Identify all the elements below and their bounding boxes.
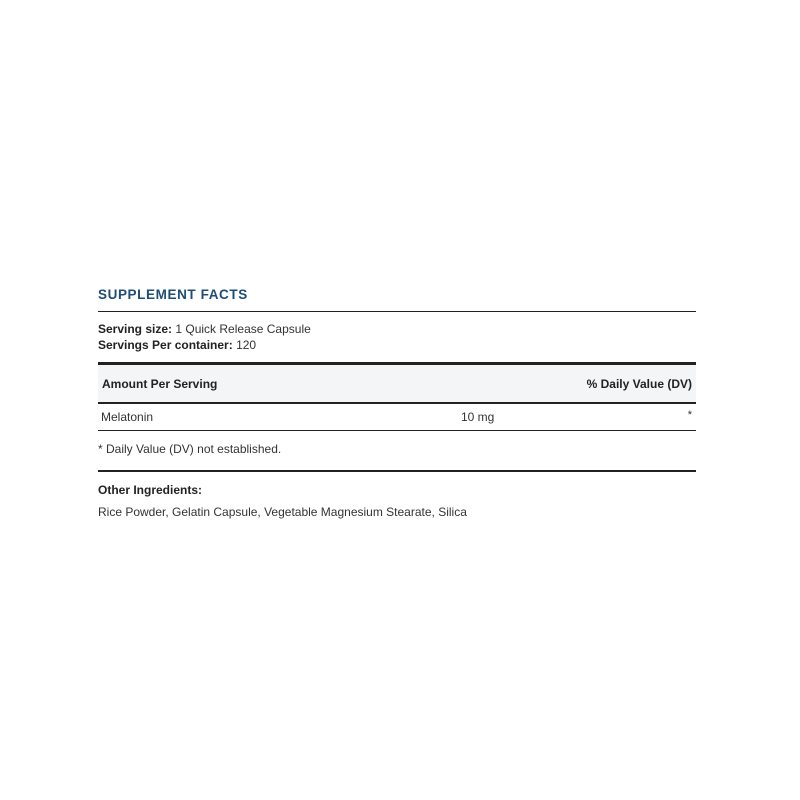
- ingredient-name: Melatonin: [101, 410, 154, 424]
- ingredient-daily-value: *: [687, 409, 692, 421]
- table-row: [98, 404, 696, 430]
- ingredient-amount: 10 mg: [461, 410, 495, 424]
- serving-size-line: [98, 321, 696, 337]
- footnote-divider: [98, 470, 696, 472]
- table-header: [98, 365, 696, 402]
- serving-info: [98, 312, 696, 362]
- servings-per-container-line: [98, 337, 696, 353]
- servings-per-container-label: Servings Per container:: [98, 338, 233, 352]
- daily-value-header: % Daily Value (DV): [586, 376, 692, 391]
- other-ingredients-text: Rice Powder, Gelatin Capsule, Vegetable Magnesium Stearate, Silica: [98, 505, 467, 519]
- serving-size-value: 1 Quick Release Capsule: [175, 322, 311, 336]
- servings-per-container-value: 120: [236, 338, 257, 352]
- amount-per-serving-header: Amount Per Serving: [102, 376, 218, 391]
- serving-size-label: Serving size:: [98, 322, 173, 336]
- other-ingredients-label: Other Ingredients:: [98, 483, 203, 497]
- panel-title: SUPPLEMENT FACTS: [98, 287, 248, 302]
- supplement-facts-panel: [98, 286, 696, 519]
- daily-value-footnote: * Daily Value (DV) not established.: [98, 442, 282, 456]
